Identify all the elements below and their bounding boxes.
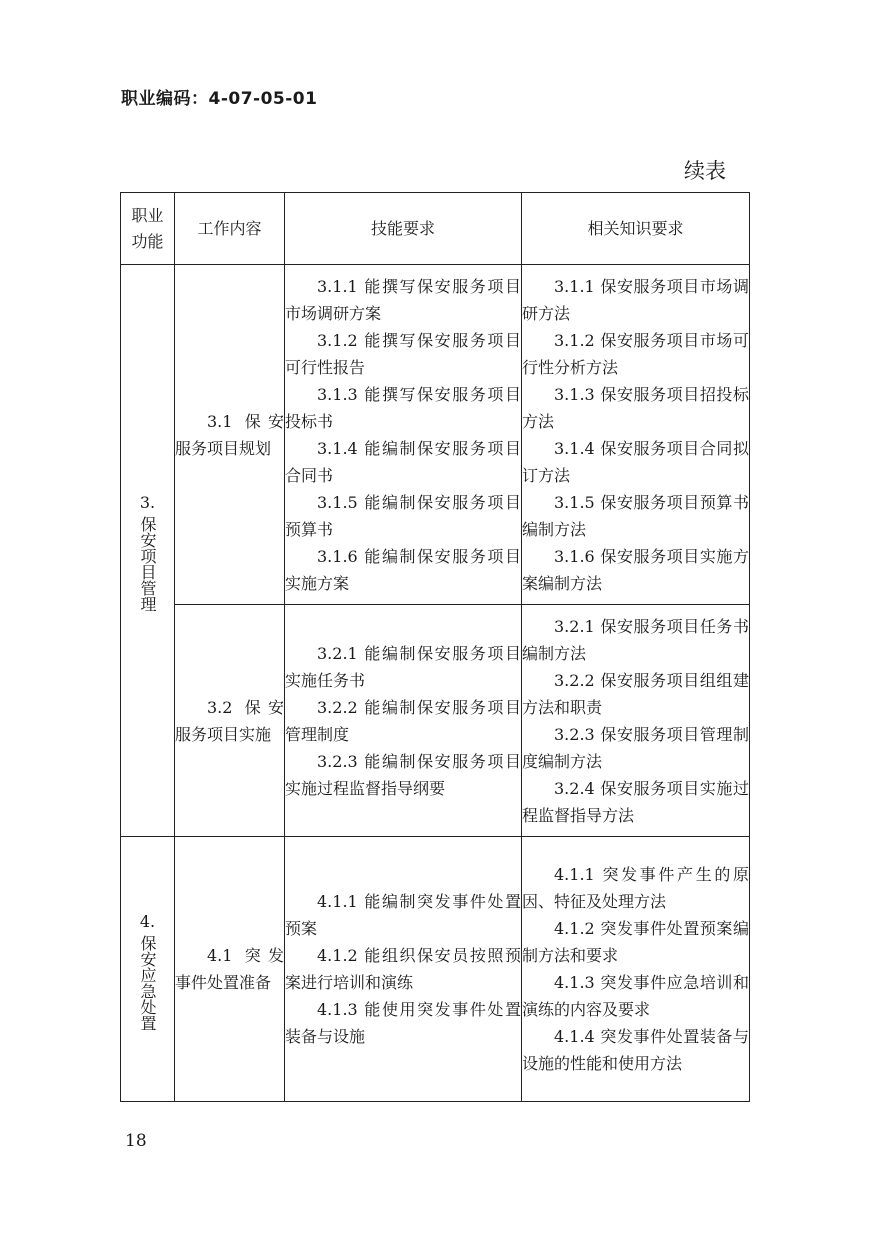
- table-header-row: [121, 193, 750, 265]
- skill-item: 3.2.2 能编制保安服务项目管理制度: [285, 697, 521, 744]
- knowledge-item: 3.1.2 保安服务项目市场可行性分析方法: [522, 330, 749, 377]
- requirements-table: [120, 192, 750, 1102]
- continued-label: 续表: [684, 159, 726, 183]
- table-row: [121, 837, 750, 1102]
- knowledge-item: 3.1.6 保安服务项目实施方案编制方法: [522, 546, 749, 593]
- function-name: 保安项目管理: [138, 516, 157, 612]
- skills-cell: [285, 265, 522, 605]
- skills-cell: [285, 605, 522, 837]
- knowledge-cell: [522, 605, 750, 837]
- skill-item: 3.1.5 能编制保安服务项目预算书: [285, 492, 521, 539]
- skill-item: 3.1.6 能编制保安服务项目实施方案: [285, 546, 521, 593]
- knowledge-item: 4.1.4 突发事件处置装备与设施的性能和使用方法: [522, 1027, 749, 1073]
- occupation-code: 职业编码：4-07-05-01: [121, 89, 318, 109]
- table-row: [121, 265, 750, 605]
- work-content-title: 3.2 保安服务项目实施: [175, 697, 284, 744]
- function-cell: [121, 265, 175, 837]
- skill-item: 3.1.3 能撰写保安服务项目投标书: [285, 384, 521, 431]
- column-header-function: 职业功能: [121, 193, 175, 265]
- work-content-title: 3.1 保安服务项目规划: [175, 411, 284, 458]
- knowledge-item: 4.1.2 突发事件处置预案编制方法和要求: [522, 919, 749, 965]
- function-number: 3.: [139, 493, 156, 512]
- skill-item: 3.1.1 能撰写保安服务项目市场调研方案: [285, 276, 521, 323]
- knowledge-item: 4.1.1 突发事件产生的原因、特征及处理方法: [522, 865, 749, 911]
- work-content-cell: [175, 837, 285, 1102]
- table-row: [121, 605, 750, 837]
- knowledge-item: 3.2.2 保安服务项目组组建方法和职责: [522, 670, 749, 717]
- skill-item: 3.1.4 能编制保安服务项目合同书: [285, 438, 521, 485]
- skill-item: 4.1.2 能组织保安员按照预案进行培训和演练: [285, 946, 521, 992]
- function-number: 4.: [139, 911, 156, 931]
- skill-item: 3.2.3 能编制保安服务项目实施过程监督指导纲要: [285, 751, 521, 798]
- function-name: 保安应急处置: [138, 934, 157, 1031]
- knowledge-item: 3.2.4 保安服务项目实施过程监督指导方法: [522, 778, 749, 825]
- knowledge-cell: [522, 837, 750, 1102]
- knowledge-item: 3.1.3 保安服务项目招投标方法: [522, 384, 749, 431]
- column-header-knowledge: 相关知识要求: [522, 193, 750, 265]
- work-content-cell: [175, 605, 285, 837]
- column-header-skills: 技能要求: [285, 193, 522, 265]
- knowledge-item: 3.1.1 保安服务项目市场调研方法: [522, 276, 749, 323]
- knowledge-item: 3.1.4 保安服务项目合同拟订方法: [522, 438, 749, 485]
- page-number: 18: [125, 1131, 147, 1151]
- knowledge-cell: [522, 265, 750, 605]
- knowledge-item: 3.2.1 保安服务项目任务书编制方法: [522, 616, 749, 663]
- skill-item: 3.1.2 能撰写保安服务项目可行性报告: [285, 330, 521, 377]
- work-content-cell: [175, 265, 285, 605]
- function-cell: [121, 837, 175, 1102]
- knowledge-item: 4.1.3 突发事件应急培训和演练的内容及要求: [522, 973, 749, 1019]
- column-header-work: 工作内容: [175, 193, 285, 265]
- work-content-title: 4.1 突发事件处置准备: [175, 946, 284, 992]
- knowledge-item: 3.2.3 保安服务项目管理制度编制方法: [522, 724, 749, 771]
- skill-item: 4.1.3 能使用突发事件处置装备与设施: [285, 1000, 521, 1046]
- skills-cell: [285, 837, 522, 1102]
- skill-item: 4.1.1 能编制突发事件处置预案: [285, 892, 521, 938]
- knowledge-item: 3.1.5 保安服务项目预算书编制方法: [522, 492, 749, 539]
- skill-item: 3.2.1 能编制保安服务项目实施任务书: [285, 643, 521, 690]
